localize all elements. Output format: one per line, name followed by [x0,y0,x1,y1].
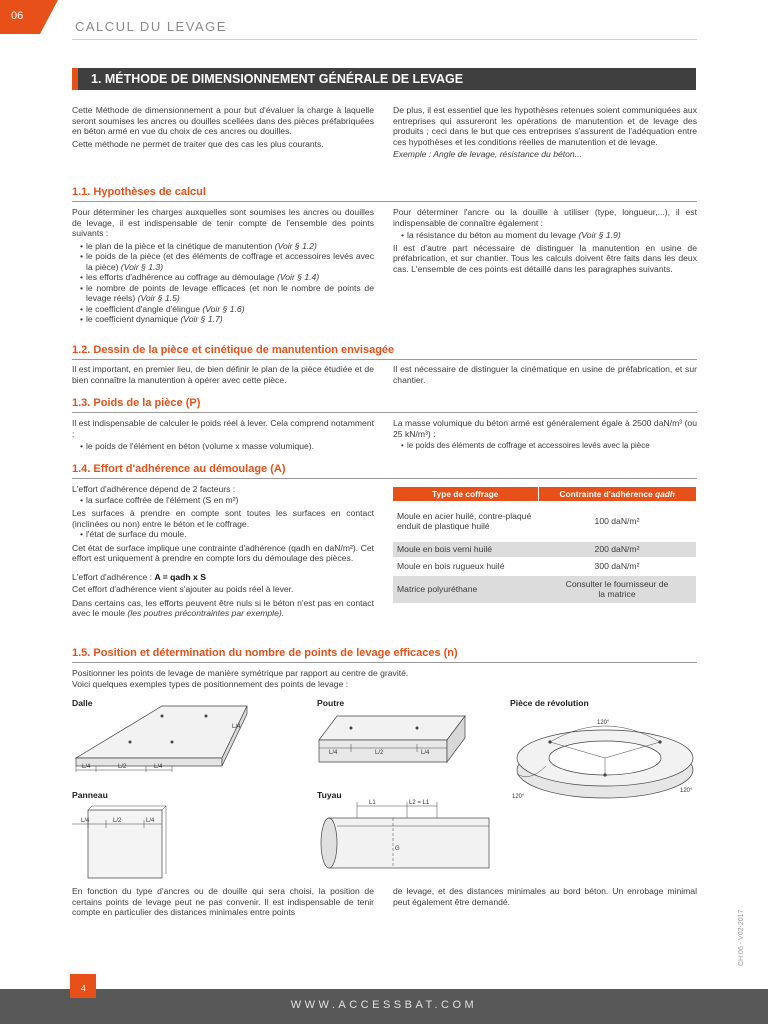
fig-label-revolution: Pièce de révolution [510,698,589,708]
list-item: • les efforts d'adhérence au coffrage au démoulage (Voir § 1.4) [86,272,374,283]
list-item: • le coefficient d'angle d'élingue (Voir § 1.6) [86,304,374,315]
dim-label: L/2 [113,818,122,824]
paragraph: Voici quelques exemples types de positionnement des points de levage : [72,678,349,689]
section-1-4-title: 1.4. Effort d'adhérence au démoulage (A) [72,463,286,475]
fig-label-poutre: Poutre [317,698,345,708]
dim-label: L/4 [82,764,91,770]
dim-label: L/4 [421,750,430,756]
slab-diagram [72,700,252,775]
list-item: • le poids des éléments de coffrage et accessoires levés avec la pièce [407,441,697,452]
page-number-tab [70,974,96,998]
section-1-right-column [393,105,697,162]
right-list [393,230,697,241]
adhesion-factor-list [72,495,374,506]
section-1-3-right-list [393,441,697,452]
chapter-tab-corner [40,0,58,34]
chapter-tab [0,0,40,34]
panel-diagram [72,800,252,880]
pipe-diagram [317,796,497,876]
section-1-2-paragraph: Il est nécessaire de distinguer la cinématique en usine de préfabrication, et sur chantier. [393,364,697,385]
section-1-3-paragraph: Il est indispensable de calculer le poids réel à lever. Cela comprend notamment : [72,418,374,439]
list-item: • le poids de l'élément en béton (volume x masse volumique). [86,441,374,452]
table-row: Moule en bois rugueux huilé 300 daN/m² [393,557,696,575]
revolution-diagram [510,710,700,820]
section-1-5-divider [72,662,697,663]
section-1-example: Exemple : Angle de levage, résistance du béton... [393,149,582,159]
section-1-1-right-intro: Pour déterminer l'ancre ou la douille à utiliser (type, longueur,...), il est indispensable de connaître également : [393,207,697,228]
section-1-1-title: 1.1. Hypothèses de calcul [72,186,206,198]
dim-label: L/4 [81,818,90,824]
formula-line: L'effort d'adhérence : A = qadh x S [72,571,206,582]
section-1-3-paragraph: La masse volumique du béton armé est généralement égale à 2500 daN/m³ (ou 25 kN/m³) : [393,418,697,439]
paragraph: Cet état de surface implique une contrainte d'adhérence (qadh en daN/m²). Cet effort est uniquement à prendre en compte lors du démoulage des pièces. [72,542,374,563]
list-item: • la résistance du béton au moment du levage (Voir § 1.9) [407,230,697,241]
paragraph: L'effort d'adhérence dépend de 2 facteurs : [72,484,236,494]
list-item: • le poids de la pièce (et des éléments de coffrage et accessoires levés avec la pièce) (Voir § 1.3) [86,251,374,272]
section-1-1-right-column [393,207,697,276]
section-1-2-paragraph: Il est important, en premier lieu, de bien définir le plan de la pièce étudiée et de bien connaître la manutention à opérer avec cette pièce. [72,364,374,385]
table-row: Moule en bois verni huilé 200 daN/m² [393,541,696,557]
section-1-1-right-paragraph: Il est d'autre part nécessaire de distinguer la manutention en usine de préfabrication, et sur chantier. Tous les calculs doivent être faits dans les deux cas. L'ensemble de ces points est détaillé dans les paragraphes suivants. [393,242,697,274]
section-1-4-left [72,484,374,621]
page-number: 4 [81,983,86,993]
list-item: • le coefficient dynamique (Voir § 1.7) [86,314,374,325]
section-1-2-left [72,364,374,387]
paragraph: Les surfaces à prendre en compte sont toutes les surfaces en contact (inclinées ou non) entre le béton et le coffrage. [72,508,374,529]
section-1-5-intro [72,668,697,691]
section-1-title: 1. MÉTHODE DE DIMENSIONNEMENT GÉNÉRALE DE LEVAGE [91,72,464,86]
section-1-5-bottom-right [393,886,697,909]
table-row: Moule en acier huilé, contre-plaqué enduit de plastique huilé 100 daN/m² [393,501,696,541]
table-row: Matrice polyuréthane Consulter le fournisseur de la matrice [393,575,696,603]
dim-label: L/2 [375,750,384,756]
header-title: CALCUL DU LEVAGE [75,19,227,34]
paragraph: Dans certains cas, les efforts peuvent être nuls si le béton n'est pas en contact avec le moule (les poutres précontraintes par exemple). [72,597,374,618]
paragraph: Positionner les points de levage de manière symétrique par rapport au centre de gravité. [72,668,409,678]
section-1-2-right [393,364,697,387]
dim-label: L/2 [118,764,127,770]
section-1-title-bar [72,68,696,90]
chapter-number: 06 [11,10,24,22]
adhesion-formula: A = qadh x S [154,571,206,582]
dim-label: L1 [369,800,376,806]
list-item: • l'état de surface du moule. [86,529,374,540]
adhesion-factor-list [72,529,374,540]
section-1-paragraph: Cette méthode ne permet de traiter que des cas les plus courants. [72,138,324,149]
dim-label: L/4 [146,818,155,824]
fig-label-dalle: Dalle [72,698,93,708]
section-1-2-divider [72,359,697,360]
document-reference: CH.06 - V02-2017 [738,909,745,966]
section-1-paragraph: Cette Méthode de dimensionnement a pour but d'évaluer la charge à laquelle seront soumises les ancres ou douilles scellées dans des pièces préfabriquées en béton armé en vue du choix de ces ancres ou douilles. [72,105,374,136]
dim-label: G [395,846,400,852]
paragraph: de levage, et des distances minimales au bord béton. Un enrobage minimal peut également être demandé. [393,886,697,907]
section-1-2-title: 1.2. Dessin de la pièce et cinétique de manutention envisagée [72,344,395,356]
section-1-3-left [72,418,374,452]
section-1-paragraph: De plus, il est essentiel que les hypothèses retenues soient communiquées aux entreprises qui assureront les opérations de manutention et de levage des produits ; ceci dans le but que ces entreprises s'assurent de l'adéquation entre ces hypothèses et les conditions réelles de manutention et de levage. [393,105,697,147]
table-header: Contrainte d'adhérence qadh [538,487,696,501]
angle-label: 120° [512,794,525,800]
dim-label: L/4 [232,724,241,730]
header-divider [72,39,697,40]
angle-label: 120° [680,788,693,794]
angle-label: 120° [597,720,610,726]
adhesion-table [393,487,696,604]
section-1-5-title: 1.5. Position et détermination du nombre de points de levage efficaces (n) [72,647,458,659]
list-item: • la surface coffrée de l'élément (S en m²) [86,495,374,506]
dim-label: L/4 [329,750,338,756]
list-item: • le nombre de points de levage efficaces (et non le nombre de points de levage réels) (Voir § 1.5) [86,283,374,304]
dim-label: L2 = L1 [409,800,430,806]
fig-label-tuyau: Tuyau [317,790,342,800]
section-1-4-divider [72,478,697,479]
dim-label: L/4 [154,764,163,770]
section-1-1-intro: Pour déterminer les charges auxquelles sont soumises les ancres ou douilles de levage, il est indispensable de tenir compte de l'ensemble des points suivants : [72,207,374,238]
paragraph: Cet effort d'adhérence vient s'ajouter au poids réel à lever. [72,584,294,594]
footer-url-link[interactable]: WWW.ACCESSBAT.COM [290,999,478,1011]
beam-diagram [317,708,467,768]
table-header: Type de coffrage [393,487,538,501]
section-1-left-column [72,105,374,151]
paragraph: En fonction du type d'ancres ou de douille qui sera choisi, la position de certains points de levage peut ne pas convenir. Il est indispensable de tenir compte en particulier des distances minimales entre points [72,886,374,917]
list-item: • le plan de la pièce et la cinétique de manutention (Voir § 1.2) [86,241,374,252]
section-1-3-title: 1.3. Poids de la pièce (P) [72,397,201,409]
section-1-5-bottom-left [72,886,374,920]
section-1-3-list [72,441,374,452]
hypotheses-list [72,241,374,325]
fig-label-panneau: Panneau [72,790,108,800]
section-1-3-right [393,418,697,452]
section-1-1-divider [72,201,697,202]
section-1-3-divider [72,412,697,413]
section-1-1-left-column [72,207,374,325]
